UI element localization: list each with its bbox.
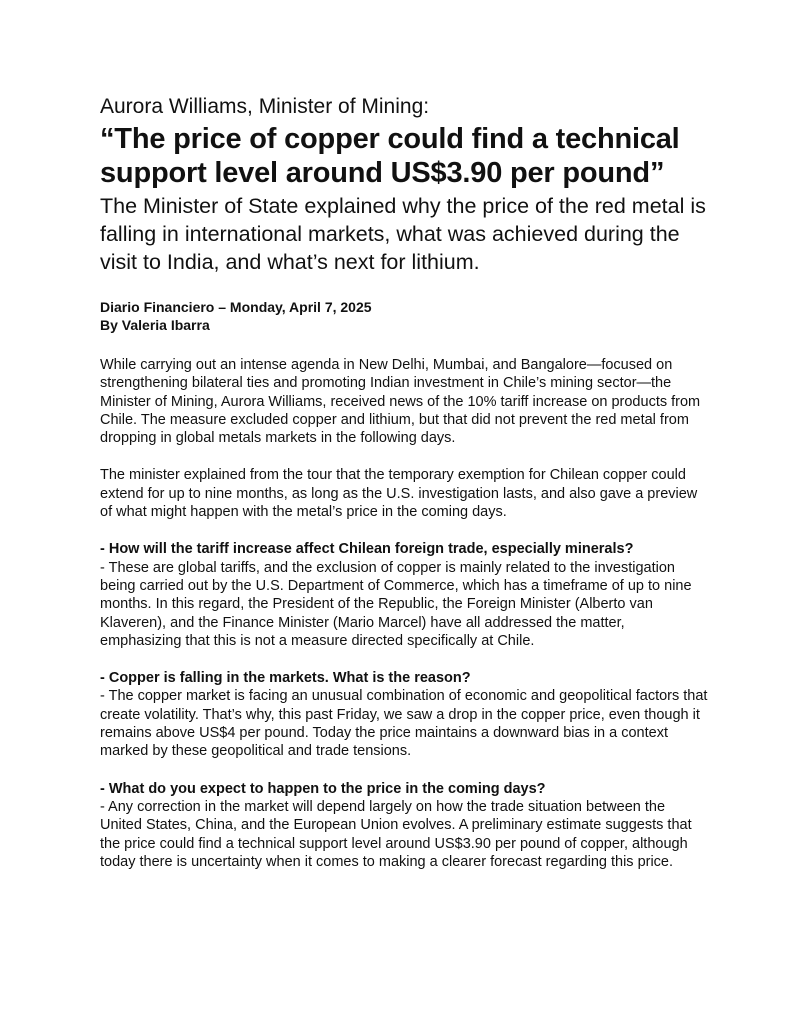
article-headline: “The price of copper could find a technical support level around US$3.90 per pound” bbox=[100, 123, 680, 189]
article-body bbox=[100, 356, 710, 871]
author-line: By Valeria Ibarra bbox=[100, 317, 210, 333]
article-subheadline: The Minister of State explained why the price of the red metal is falling in international markets, what was achieved during the visit to India, and what’s next for lithium. bbox=[100, 194, 706, 274]
qa-block bbox=[100, 669, 710, 760]
interview-answer: - Any correction in the market will depend largely on how the trade situation between the United States, China, and the European Union evolves. A preliminary estimate suggests that the price could find a technical support level around US$3.90 per pound of copper, although today there is uncertainty when it comes to making a clearer forecast regarding this price. bbox=[100, 798, 692, 870]
byline bbox=[100, 298, 710, 334]
article-kicker: Aurora Williams, Minister of Mining: bbox=[100, 95, 430, 118]
interview-question: - How will the tariff increase affect Chilean foreign trade, especially minerals? bbox=[100, 541, 634, 558]
qa-block bbox=[100, 780, 710, 871]
body-paragraph: The minister explained from the tour that the temporary exemption for Chilean copper could extend for up to nine months, as long as the U.S. investigation lasts, and also gave a preview of what might happen with the metal’s price in the coming days. bbox=[100, 467, 698, 521]
body-paragraph: While carrying out an intense agenda in New Delhi, Mumbai, and Bangalore—focused on strengthening bilateral ties and promoting Indian investment in Chile’s mining sector—the Minister of Mining, Aurora Williams, received news of the 10% tariff increase on products from Chile. The measure excluded copper and lithium, but that did not prevent the red metal from dropping in global metals markets in the following days. bbox=[100, 357, 701, 447]
interview-question: - Copper is falling in the markets. What is the reason? bbox=[100, 670, 471, 687]
interview-question: - What do you expect to happen to the price in the coming days? bbox=[100, 780, 546, 797]
interview-answer: - The copper market is facing an unusual combination of economic and geopolitical factors that create volatility. That’s why, this past Friday, we saw a drop in the copper price, even though it remains above US$4 per pound. Today the price maintains a downward bias in a context marked by these geopolitical and trade tensions. bbox=[100, 688, 708, 760]
article bbox=[100, 94, 710, 871]
source-date-line: Diario Financiero – Monday, April 7, 2025 bbox=[100, 299, 372, 315]
interview-answer: - These are global tariffs, and the exclusion of copper is mainly related to the investigation being carried out by the U.S. Department of Commerce, which has a timeframe of up to nine months. In this regard, the President of the Republic, the Foreign Minister (Alberto van Klaveren), and the Finance Minister (Mario Marcel) have all addressed the matter, emphasizing that this is not a measure directed specifically at Chile. bbox=[100, 559, 692, 649]
qa-block bbox=[100, 540, 710, 650]
